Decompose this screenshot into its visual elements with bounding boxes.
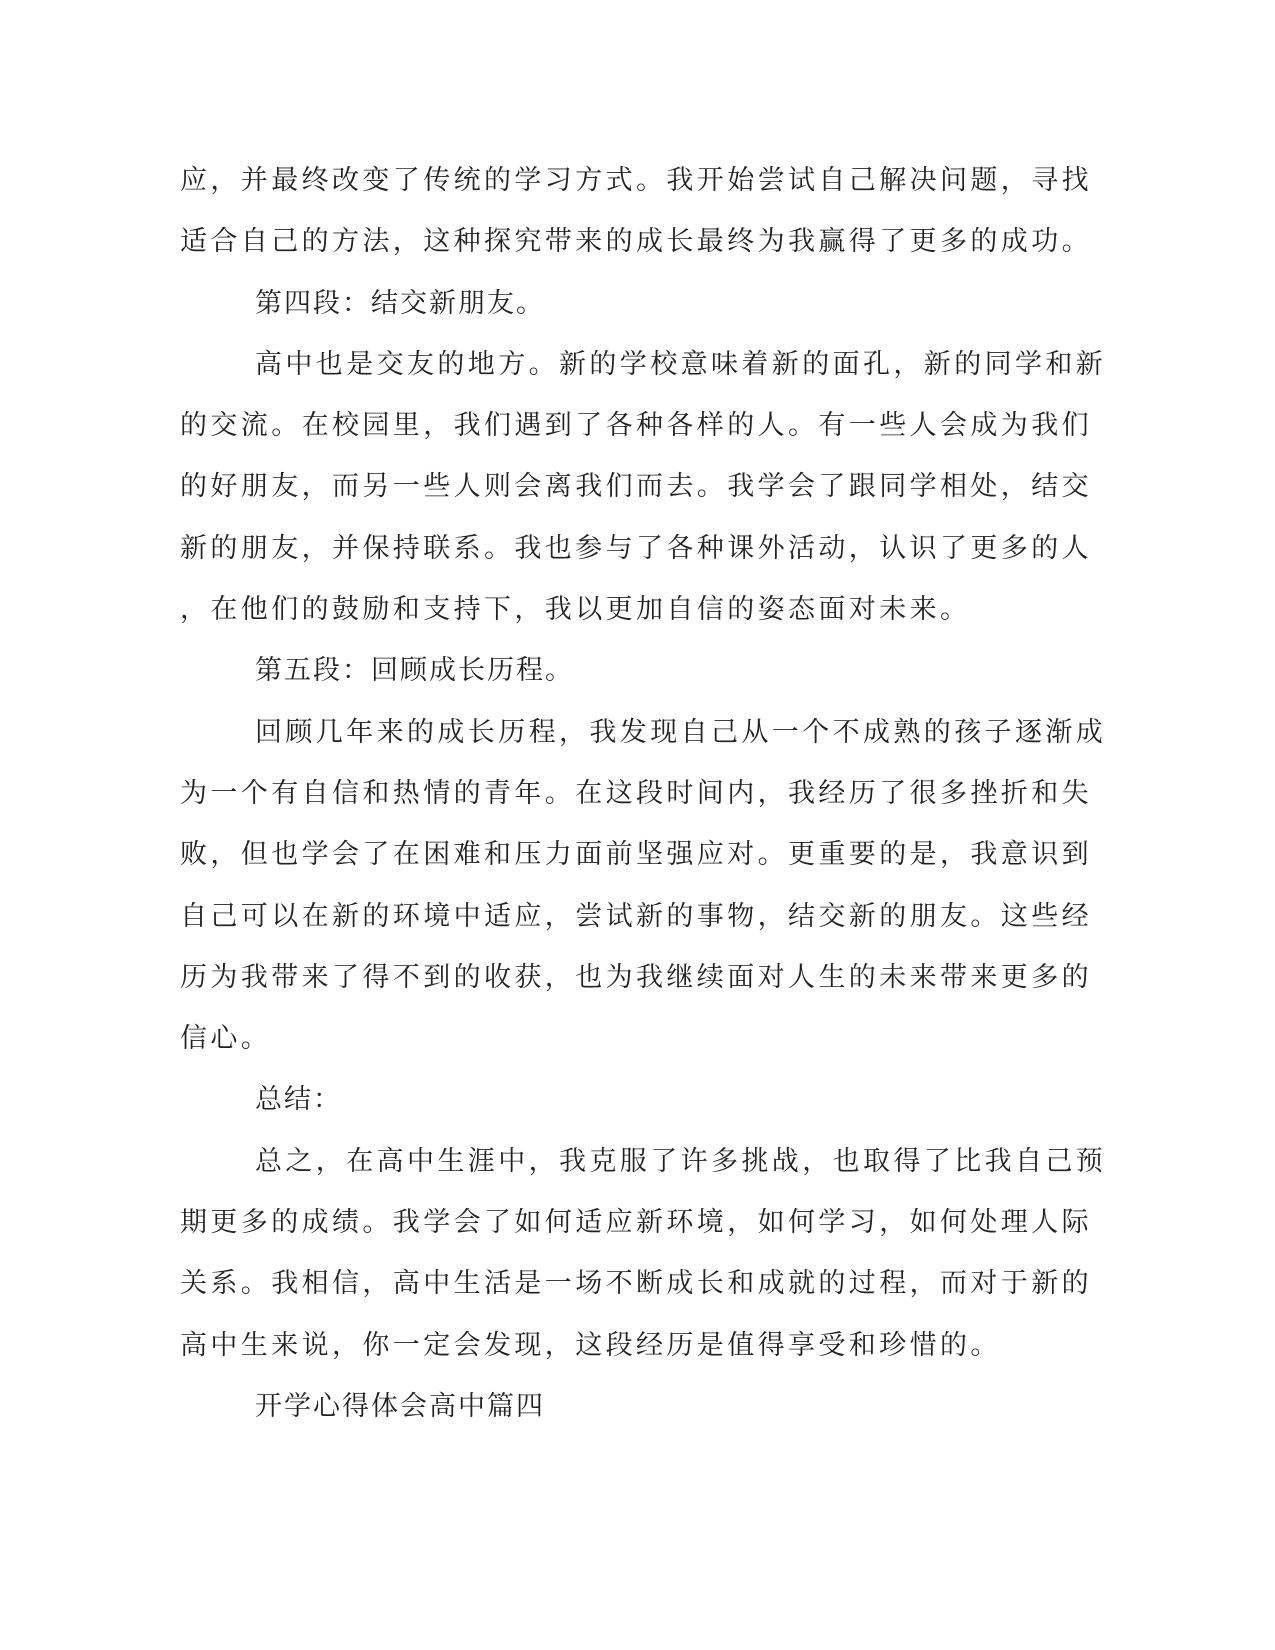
section-heading-5: 第五段：回顾成长历程。 xyxy=(255,655,574,687)
paragraph-line: 高中也是交友的地方。新的学校意味着新的面孔，新的同学和新 xyxy=(255,348,1107,380)
paragraph-line: 败，但也学会了在困难和压力面前坚强应对。更重要的是，我意识到 xyxy=(180,839,1092,871)
paragraph-line: 的交流。在校园里，我们遇到了各种各样的人。有一些人会成为我们 xyxy=(180,410,1092,442)
paragraph-line: 应，并最终改变了传统的学习方式。我开始尝试自己解决问题，寻找 xyxy=(180,165,1092,196)
paragraph-line: 高中生来说，你一定会发现，这段经历是值得享受和珍惜的。 xyxy=(180,1329,1001,1361)
section-heading-4: 第四段：结交新朋友。 xyxy=(255,287,545,319)
paragraph-line: 自己可以在新的环境中适应，尝试新的事物，结交新的朋友。这些经 xyxy=(180,900,1092,932)
paragraph-line: 信心。 xyxy=(180,1023,272,1055)
paragraph-line: 为一个有自信和热情的青年。在这段时间内，我经历了很多挫折和失 xyxy=(180,777,1092,809)
paragraph-line: 期更多的成绩。我学会了如何适应新环境，如何学习，如何处理人际 xyxy=(180,1207,1092,1239)
paragraph-line: 回顾几年来的成长历程，我发现自己从一个不成熟的孩子逐渐成 xyxy=(255,716,1107,748)
paragraph-line: 历为我带来了得不到的收获，也为我继续面对人生的未来带来更多的 xyxy=(180,961,1092,993)
paragraph-line: 新的朋友，并保持联系。我也参与了各种课外活动，认识了更多的人 xyxy=(180,532,1092,564)
article-title-part-4: 开学心得体会高中篇四 xyxy=(255,1390,545,1422)
paragraph-line: 的好朋友，而另一些人则会离我们而去。我学会了跟同学相处，结交 xyxy=(180,471,1092,503)
paragraph-line: 总之，在高中生涯中，我克服了许多挑战，也取得了比我自己预 xyxy=(255,1145,1107,1177)
paragraph-line: 适合自己的方法，这种探究带来的成长最终为我赢得了更多的成功。 xyxy=(180,226,1092,258)
paragraph-line: 关系。我相信，高中生活是一场不断成长和成就的过程，而对于新的 xyxy=(180,1268,1092,1300)
document-body xyxy=(180,158,1107,1445)
paragraph-line: ，在他们的鼓励和支持下，我以更加自信的姿态面对未来。 xyxy=(180,594,971,626)
summary-heading: 总结： xyxy=(255,1084,342,1116)
